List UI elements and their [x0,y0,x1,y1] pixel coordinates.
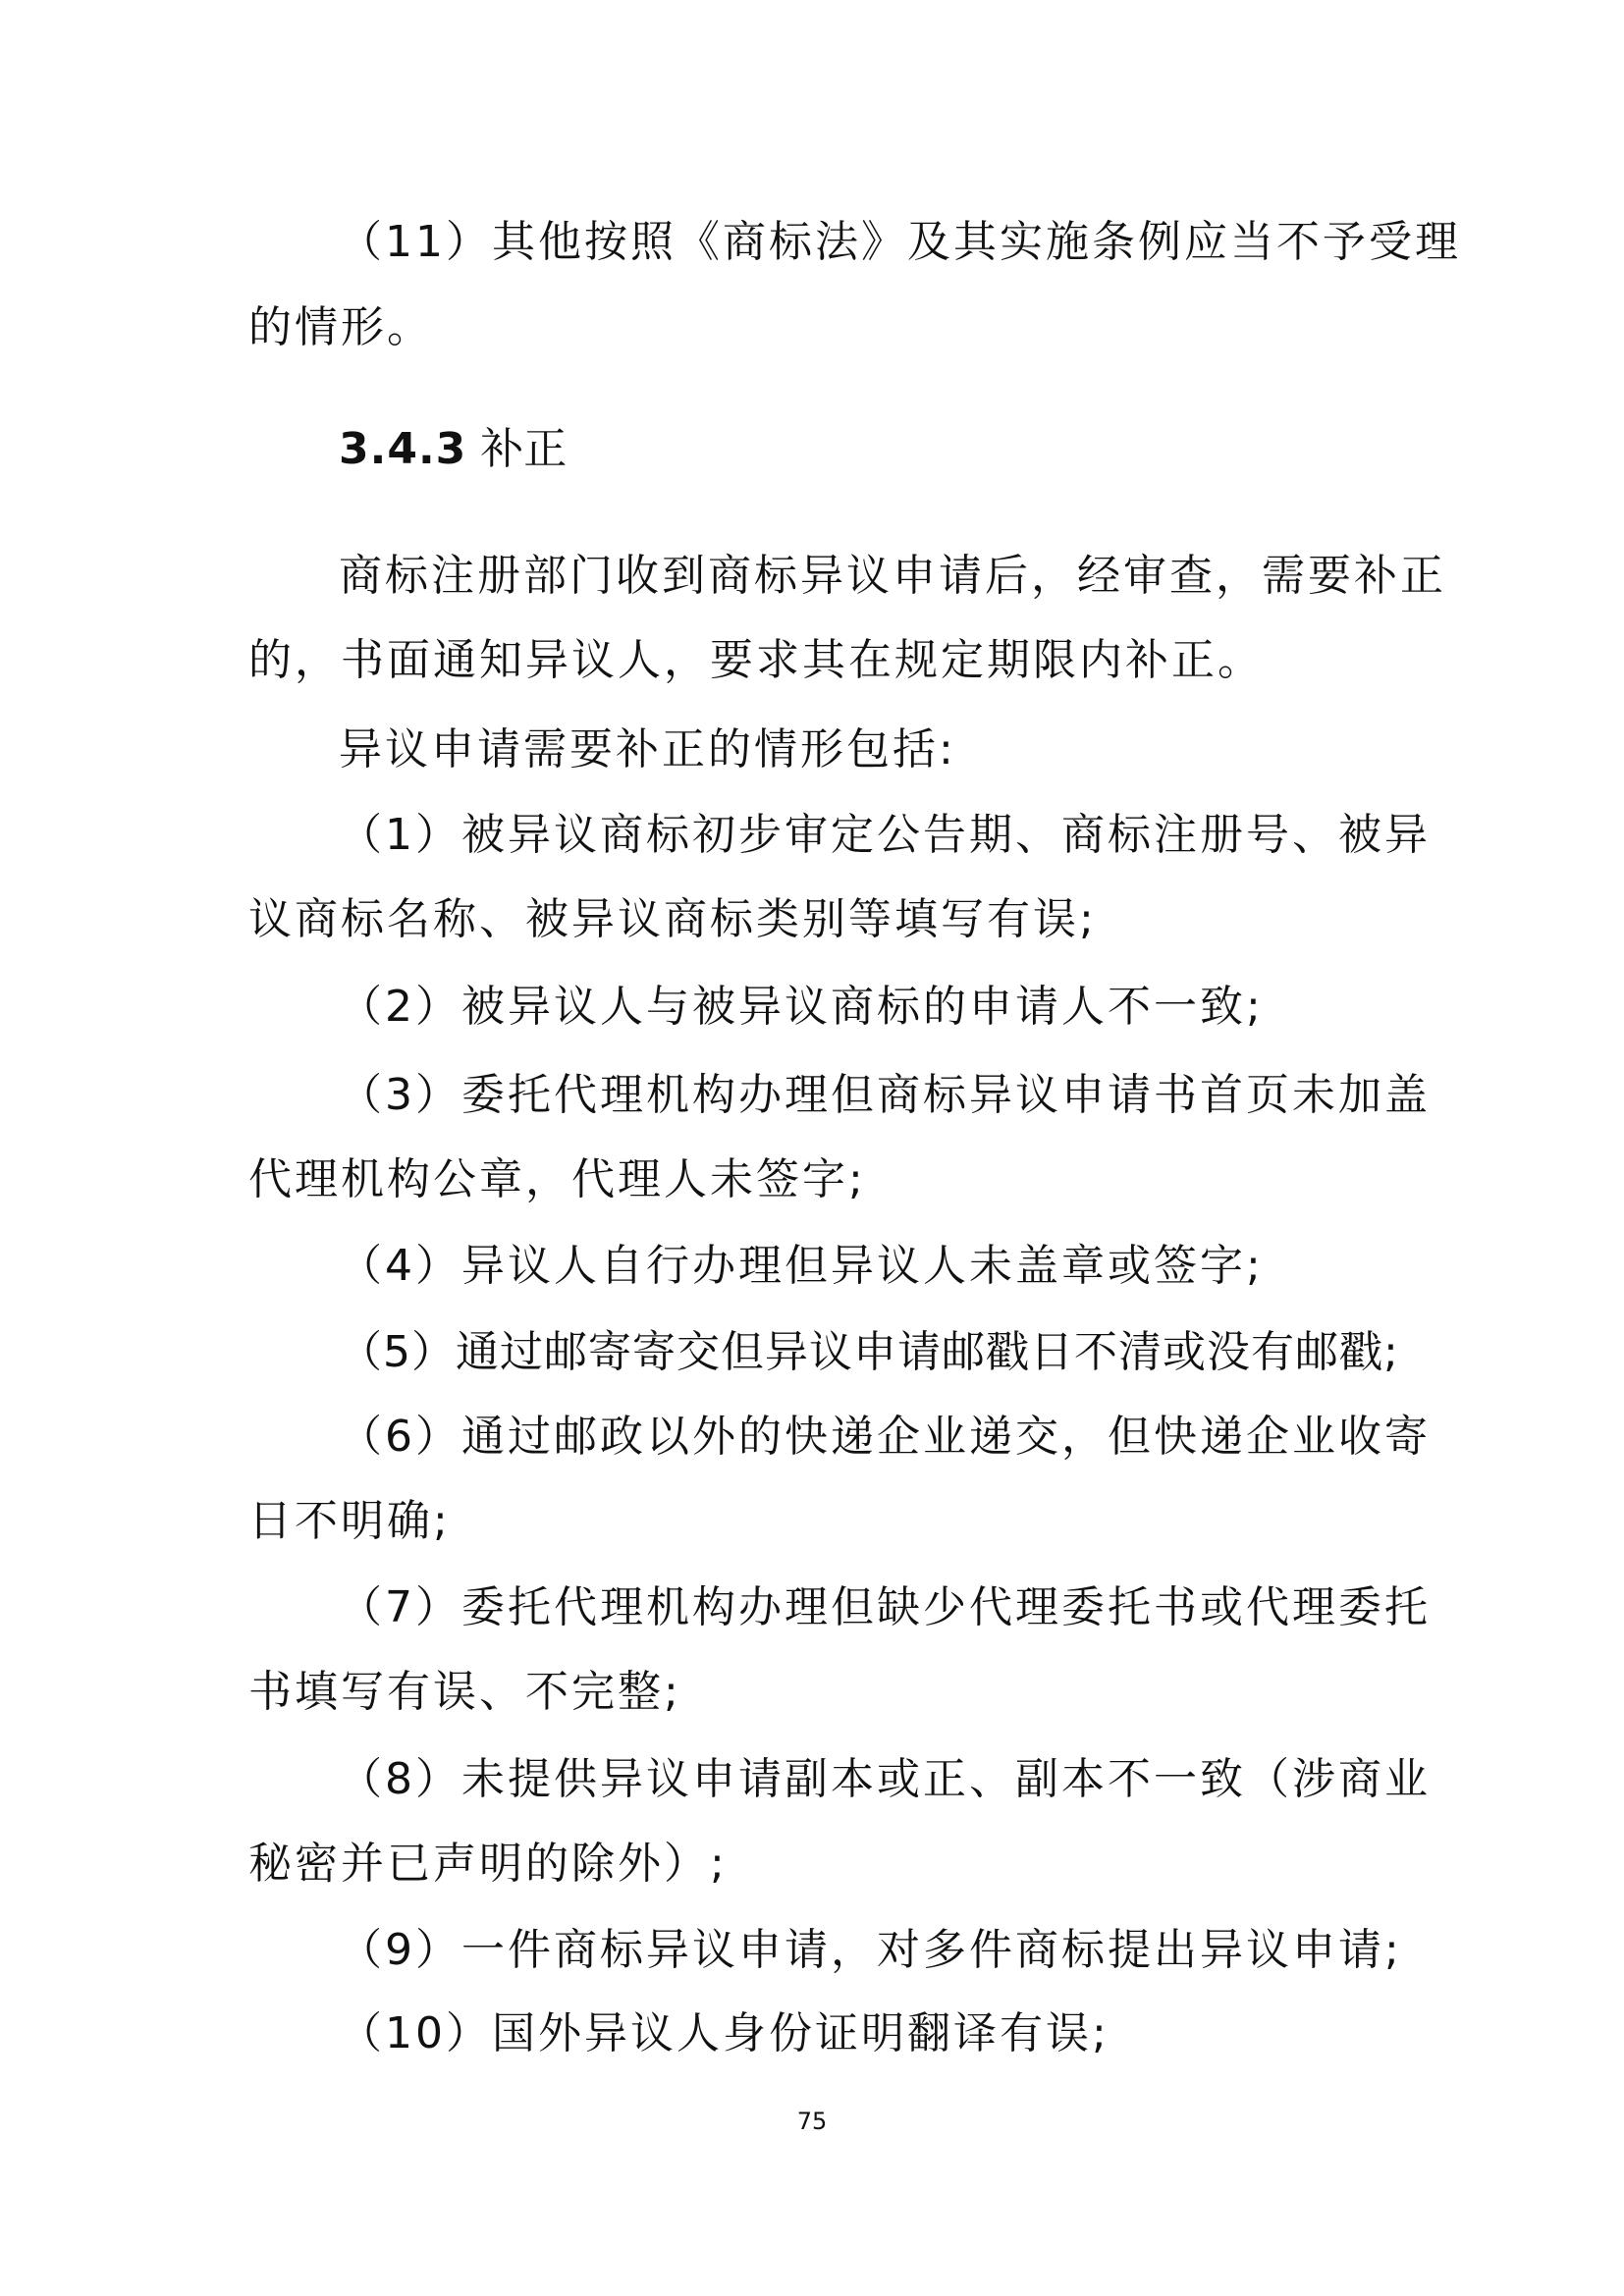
intro-line-1: 商标注册部门收到商标异议申请后，经审查，需要补正 [339,551,1446,601]
item-6-line-1: （6）通过邮政以外的快递企业递交，但快递企业收寄 [339,1412,1431,1462]
item-2-line-1: （2）被异议人与被异议商标的申请人不一致; [339,982,1264,1032]
item-8-line-1: （8）未提供异议申请副本或正、副本不一致（涉商业 [339,1754,1431,1804]
item-10-line-1: （10）国外异议人身份证明翻译有误; [339,2008,1110,2058]
item-11-line-2: 的情形。 [248,302,433,352]
item-9-line-1: （9）一件商标异议申请，对多件商标提出异议申请; [339,1925,1402,1975]
item-4-line-1: （4）异议人自行办理但异议人未盖章或签字; [339,1241,1264,1291]
item-1-line-1: （1）被异议商标初步审定公告期、商标注册号、被异 [339,810,1431,860]
item-5-line-1: （5）通过邮寄寄交但异议申请邮戳日不清或没有邮戳; [339,1327,1399,1377]
item-7-line-2: 书填写有误、不完整; [248,1667,681,1717]
item-8-line-2: 秘密并已声明的除外）; [248,1839,728,1889]
item-1-line-2: 议商标名称、被异议商标类别等填写有误; [248,894,1097,944]
item-6-line-2: 日不明确; [248,1496,451,1546]
item-7-line-1: （7）委托代理机构办理但缺少代理委托书或代理委托 [339,1582,1431,1632]
section-heading [339,420,567,479]
item-3-line-2: 代理机构公章，代理人未签字; [248,1154,866,1204]
cases-intro: 异议申请需要补正的情形包括: [339,724,956,774]
section-number: 3.4.3 [339,424,467,474]
section-title: 补正 [480,424,568,474]
item-3-line-1: （3）委托代理机构办理但商标异议申请书首页未加盖 [339,1070,1431,1120]
intro-line-2: 的，书面通知异议人，要求其在规定期限内补正。 [248,635,1264,685]
page-number: 75 [796,2108,828,2135]
item-11-line-1: （11）其他按照《商标法》及其实施条例应当不予受理 [339,217,1461,267]
